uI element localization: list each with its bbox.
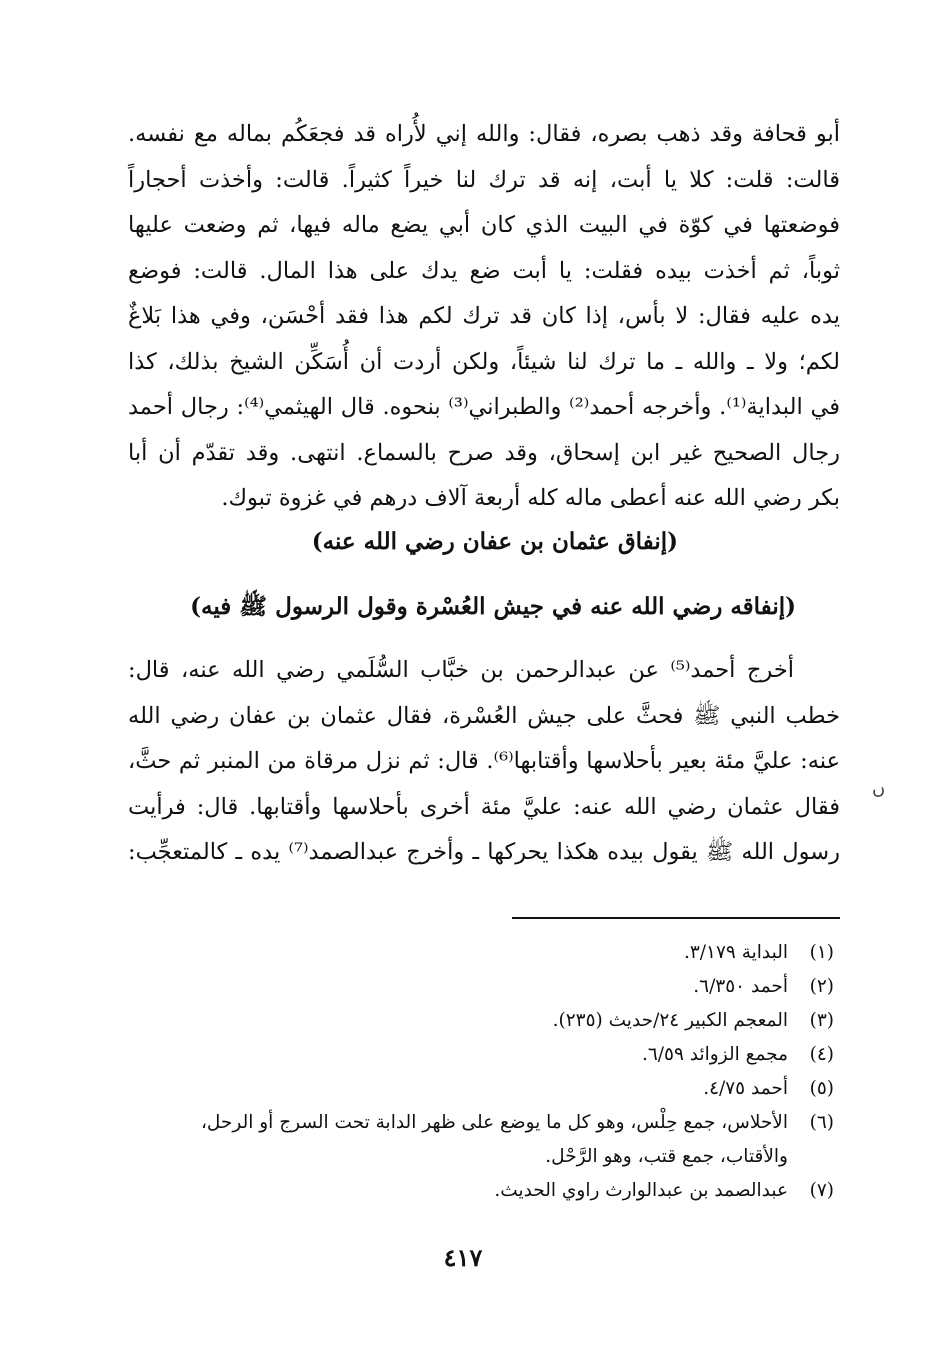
text-line: فوضعتها في كوّة في البيت الذي كان أبي يضع ماله فيها، ثم وضعت عليها — [128, 212, 840, 238]
footnote-number: (٣) — [809, 1010, 834, 1031]
section-text — [128, 648, 840, 876]
text-line: بكر رضي الله عنه أعطى ماله كله أربعة آلاف درهم في غزوة تبوك. — [221, 485, 840, 511]
text-line: قالت: قلت: كلا يا أبت، إنه قد ترك لنا خيراً كثيراً. قالت: وأخذت أحجاراً — [128, 166, 840, 193]
footnote-text: أحمد ٦/٣٥٠. — [693, 976, 788, 997]
footnote-text: مجمع الزوائد ٦/٥٩. — [641, 1044, 788, 1065]
text-line: يده عليه فقال: لا بأس، إذا كان قد ترك لكم هذا فقد أحْسَن، وفي هذا بَلاغٌ — [128, 303, 840, 329]
footnote-number: (٧) — [809, 1180, 834, 1201]
footnote — [134, 1072, 834, 1106]
footnote — [134, 1004, 834, 1038]
text-line: ثوباً، ثم أخذت بيده فقلت: يا أبت ضع يدك على هذا المال. قالت: فوضع — [128, 257, 840, 284]
footnote-number: (٦) — [809, 1112, 834, 1133]
footnote-text: عبدالصمد بن عبدالوارث راوي الحديث. — [494, 1180, 788, 1201]
footnote — [134, 1038, 834, 1072]
text-line: خطب النبي ﷺ فحثَّ على جيش العُسْرة، فقال عثمان بن عفان رضي الله — [128, 702, 840, 729]
text-line: رجال الصحيح غير ابن إسحاق، وقد صرح بالسماع. انتهى. وقد تقدّم أن أبا — [128, 439, 840, 466]
footnote — [134, 1106, 834, 1140]
footnote-number: (٥) — [809, 1078, 834, 1099]
text-line: لكم؛ ولا ـ والله ـ ما ترك لنا شيئاً، ولكن أردت أن أُسَكِّن الشيخ بذلك، كذا — [128, 348, 840, 375]
page-number: ٤١٧ — [443, 1243, 483, 1272]
footnote-text: البداية ٣/١٧٩. — [683, 942, 788, 963]
text-line: عنه: عليَّ مئة بعير بأحلاسها وأقتابها⁽⁶⁾. قال: ثم نزل مرقاة من المنبر ثم حثَّ، — [128, 748, 840, 774]
main-text — [128, 112, 840, 522]
footnote-text: المعجم الكبير ٢٤/حديث (٢٣٥). — [552, 1010, 788, 1031]
footnote — [134, 936, 834, 970]
footnote-divider — [512, 917, 840, 919]
text-line: أبو قحافة وقد ذهب بصره، فقال: والله إني لأُراه قد فجعَكُم بماله مع نفسه. — [128, 121, 840, 147]
text-line: في البداية⁽¹⁾. وأخرجه أحمد⁽²⁾ والطبراني⁽³⁾ بنحوه. قال الهيثمي⁽⁴⁾: رجال أحمد — [128, 394, 840, 420]
subsection-heading: (إنفاقه رضي الله عنه في جيش العُسْرة وقول الرسول ﷺ فيه) — [190, 593, 796, 620]
footnote — [134, 970, 834, 1004]
text-line: فقال عثمان رضي الله عنه: عليَّ مئة أخرى بأحلاسها وأقتابها. قال: فرأيت — [128, 793, 840, 820]
footnote-text: أحمد ٤/٧٥. — [703, 1078, 788, 1099]
footnote — [134, 1174, 834, 1208]
text-line: أخرج أحمد⁽⁵⁾ عن عبدالرحمن بن خبَّاب السُّلَمي رضي الله عنه، قال: — [128, 657, 794, 683]
footnote-number: (٤) — [809, 1044, 834, 1065]
footnote-text: الأحلاس، جمع حِلْس، وهو كل ما يوضع على ظهر الدابة تحت السرج أو الرحل، — [200, 1112, 788, 1133]
section-heading: (إنفاق عثمان بن عفان رضي الله عنه) — [311, 528, 678, 555]
footnotes — [134, 936, 834, 1208]
footnote-continuation: والأقتاب، جمع قتب، وهو الرَّحْل. — [545, 1146, 788, 1167]
text-line: رسول الله ﷺ يقول بيده هكذا يحركها ـ وأخرج عبدالصمد⁽⁷⁾ يده ـ كالمتعجِّب: — [128, 839, 840, 865]
footnote-number: (١) — [809, 942, 834, 963]
margin-mark: ں — [872, 778, 886, 799]
footnote-number: (٢) — [809, 976, 834, 997]
